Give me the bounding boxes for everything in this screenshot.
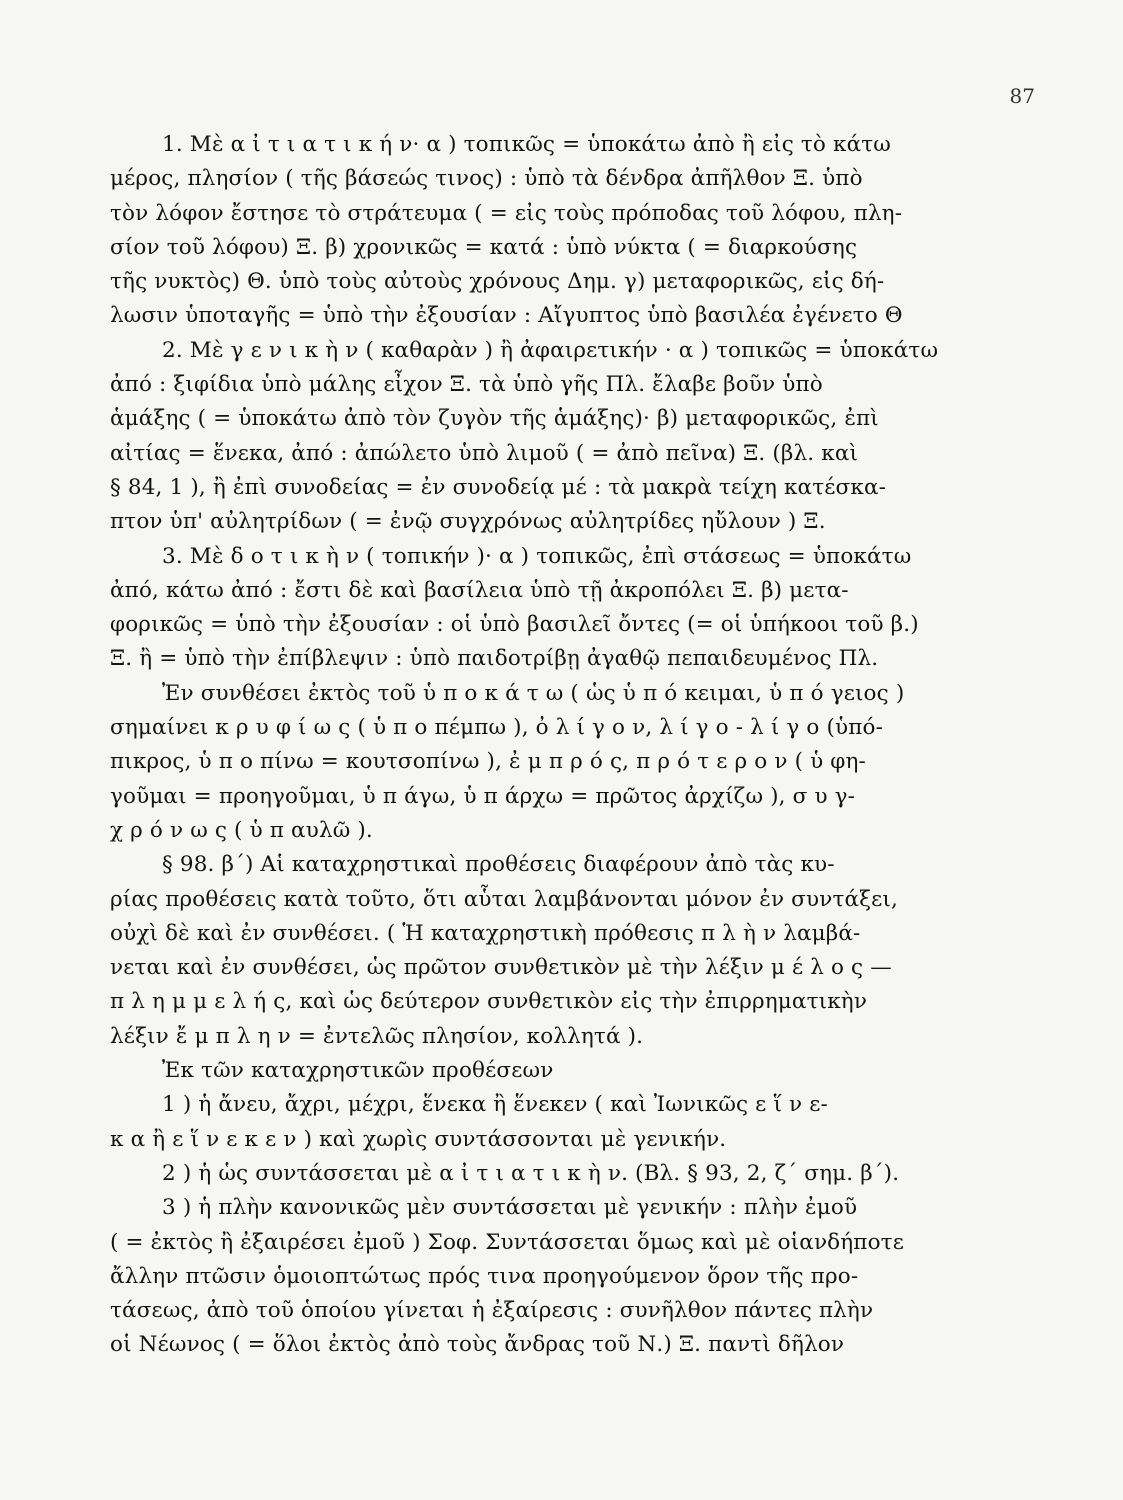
text-line: γοῦμαι = προηγοῦμαι, ὑ π άγω, ὑ π άρχω = πρῶτος ἀρχίζω ), σ υ γ- — [110, 783, 856, 809]
text-line: Ἐκ τῶν καταχρηστικῶν προθέσεων — [162, 1058, 554, 1084]
text-line: λωσιν ὑποταγῆς = ὑπὸ τὴν ἐξουσίαν : Αἴγυπτος ὑπὸ βασιλέα ἐγένετο Θ — [110, 303, 903, 329]
text-line: λέξιν ἔ μ π λ η ν = ἐντελῶς πλησίον, κολλητά ). — [110, 1023, 644, 1049]
text-line: 1. Μὲ α ἰ τ ι α τ ι κ ή ν· α ) τοπικῶς = ὑποκάτω ἀπὸ ἢ εἰς τὸ κάτω — [162, 132, 891, 157]
text-line: § 84, 1 ), ἢ ἐπὶ συνοδείας = ἐν συνοδείᾳ μέ : τὰ μακρὰ τείχη κατέσκα- — [110, 474, 887, 500]
text-line: Ξ. ἢ = ὑπὸ τὴν ἐπίβλεψιν : ὑπὸ παιδοτρίβῃ ἀγαθῷ πεπαιδευμένος Πλ. — [110, 646, 879, 672]
text-line: οἱ Νέωνος ( = ὅλοι ἐκτὸς ἀπὸ τοὺς ἄνδρας τοῦ Ν.) Ξ. παντὶ δῆλον — [110, 1332, 845, 1358]
text-line: αἰτίας = ἕνεκα, ἀπό : ἀπώλετο ὑπὸ λιμοῦ ( = ἀπὸ πεῖνα) Ξ. (βλ. καὶ — [110, 440, 859, 466]
text-line: φορικῶς = ὑπὸ τὴν ἐξουσίαν : οἱ ὑπὸ βασιλεῖ ὄντες (= οἱ ὑπήκοοι τοῦ β.) — [110, 612, 919, 638]
text-line: 2 ) ἡ ὡς συντάσσεται μὲ α ἰ τ ι α τ ι κ ὴ ν. (Βλ. § 93, 2, ζ΄ σημ. β΄). — [162, 1160, 900, 1186]
text-line: πικρος, ὑ π ο πίνω = κουτσοπίνω ), ἐ μ π ρ ό ς, π ρ ό τ ε ρ ο ν ( ὑ φη- — [110, 749, 866, 775]
body-text — [110, 128, 1045, 1363]
text-line: πτον ὑπ' αὐλητρίδων ( = ἐνῷ συγχρόνως αὐλητρίδες ηὔλουν ) Ξ. — [110, 509, 826, 535]
text-line: 1 ) ἡ ἄνευ, ἄχρι, μέχρι, ἕνεκα ἢ ἕνεκεν ( καὶ Ἰωνικῶς ε ἵ ν ε- — [162, 1092, 828, 1118]
text-line: Ἐν συνθέσει ἐκτὸς τοῦ ὑ π ο κ ά τ ω ( ὡς ὑ π ό κειμαι, ὑ π ό γειος ) — [162, 680, 905, 706]
text-line: ἀπό, κάτω ἀπό : ἔστι δὲ καὶ βασίλεια ὑπὸ τῇ ἀκροπόλει Ξ. β) μετα- — [110, 577, 849, 603]
text-line: σίον τοῦ λόφου) Ξ. β) χρονικῶς = κατά : ὑπὸ νύκτα ( = διαρκούσης — [110, 234, 858, 260]
text-line: ἀπό : ξιφίδια ὑπὸ μάλης εἶχον Ξ. τὰ ὑπὸ γῆς Πλ. ἔλαβε βοῦν ὑπὸ — [110, 372, 823, 398]
text-line: ἄλλην πτῶσιν ὁμοιοπτώτως πρός τινα προηγούμενον ὅρον τῆς προ- — [110, 1263, 859, 1289]
text-line: σημαίνει κ ρ υ φ ί ω ς ( ὑ π ο πέμπω ), ὀ λ ί γ ο ν, λ ί γ ο - λ ί γ ο (ὑπό- — [110, 715, 884, 741]
text-line: ( = ἐκτὸς ἢ ἐξαιρέσει ἐμοῦ ) Σοφ. Συντάσσεται ὅμως καὶ μὲ οἱανδήποτε — [110, 1229, 905, 1255]
text-line: τῆς νυκτὸς) Θ. ὑπὸ τοὺς αὐτοὺς χρόνους Δημ. γ) μεταφορικῶς, εἰς δή- — [110, 269, 885, 295]
text-line: ἁμάξης ( = ὑποκάτω ἀπὸ τὸν ζυγὸν τῆς ἁμάξης)· β) μεταφορικῶς, ἐπὶ — [110, 406, 879, 432]
text-line: 3. Μὲ δ ο τ ι κ ὴ ν ( τοπικήν )· α ) τοπικῶς, ἐπὶ στάσεως = ὑποκάτω — [162, 543, 912, 569]
text-line: 2. Μὲ γ ε ν ι κ ὴ ν ( καθαρὰν ) ἢ ἀφαιρετικήν · α ) τοπικῶς = ὑποκάτω — [162, 337, 939, 363]
text-line: χ ρ ό ν ω ς ( ὑ π αυλῶ ). — [110, 817, 373, 843]
text-line: ρίας προθέσεις κατὰ τοῦτο, ὅτι αὗται λαμβάνονται μόνον ἐν συντάξει, — [110, 886, 898, 912]
text-line: κ α ἢ ε ἵ ν ε κ ε ν ) καὶ χωρὶς συντάσσονται μὲ γενικήν. — [110, 1126, 727, 1152]
text-line: § 98. β΄) Αἱ καταχρηστικαὶ προθέσεις διαφέρουν ἀπὸ τὰς κυ- — [162, 852, 835, 878]
text-line: τάσεως, ἀπὸ τοῦ ὁποίου γίνεται ἡ ἐξαίρεσις : συνῆλθον πάντες πλὴν — [110, 1298, 874, 1324]
text-line: οὐχὶ δὲ καὶ ἐν συνθέσει. ( Ἡ καταχρηστικὴ πρόθεσις π λ ὴ ν λαμβά- — [110, 920, 861, 946]
text-line: 3 ) ἡ πλὴν κανονικῶς μὲν συντάσσεται μὲ γενικήν : πλὴν ἐμοῦ — [162, 1195, 858, 1221]
text-line: τὸν λόφον ἔστησε τὸ στράτευμα ( = εἰς τοὺς πρόποδας τοῦ λόφου, πλη- — [110, 200, 903, 226]
text-line: π λ η μ μ ε λ ή ς, καὶ ὡς δεύτερον συνθετικὸν εἰς τὴν ἐπιρρηματικὴν — [110, 989, 868, 1015]
text-line: μέρος, πλησίον ( τῆς βάσεώς τινος) : ὑπὸ τὰ δένδρα ἀπῆλθον Ξ. ὑπὸ — [110, 166, 863, 192]
text-line: νεται καὶ ἐν συνθέσει, ὡς πρῶτον συνθετικὸν μὲ τὴν λέξιν μ έ λ ο ς — — [110, 955, 892, 981]
page-number: 87 — [1009, 84, 1035, 108]
